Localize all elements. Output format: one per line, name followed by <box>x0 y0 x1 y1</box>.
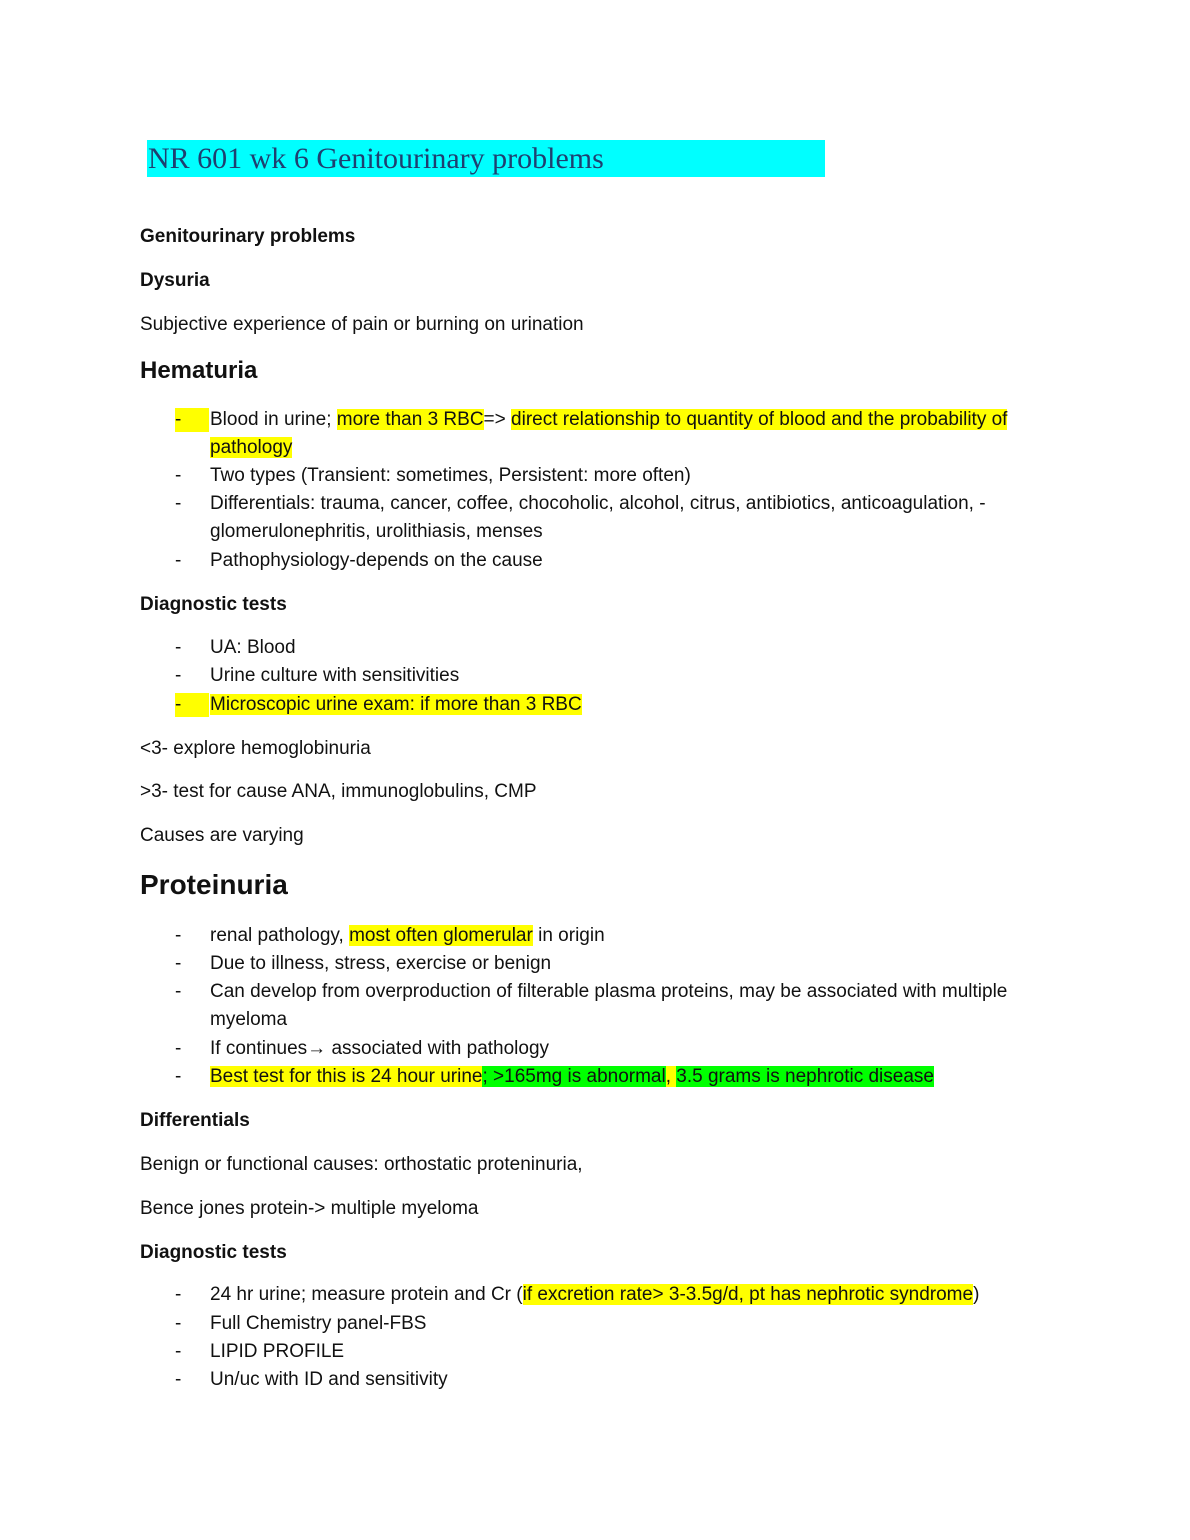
list-item <box>210 693 582 717</box>
highlighted-text: if excretion rate> 3-3.5g/d, pt has nephrotic syndrome <box>522 1284 974 1305</box>
list-bullet: - <box>175 465 182 486</box>
list-item <box>210 1283 979 1307</box>
genitourinary-heading: Genitourinary problems <box>140 226 356 247</box>
greater-than-3-text: >3- test for cause ANA, immunoglobulins, CMP <box>140 781 537 802</box>
list-item: Differentials: trauma, cancer, coffee, chocoholic, alcohol, citrus, antibiotics, anticoagulation, - <box>210 493 986 514</box>
list-bullet: - <box>175 408 209 432</box>
highlighted-text: , <box>665 1066 677 1087</box>
benign-text: Benign or functional causes: orthostatic proteninuria, <box>140 1154 583 1175</box>
less-than-3-text: <3- explore hemoglobinuria <box>140 738 371 759</box>
list-item-text: renal pathology, <box>210 925 350 946</box>
highlighted-text: Microscopic urine exam: if more than 3 RBC <box>210 694 582 715</box>
green-highlighted-text: ; >165mg is abnormal <box>482 1066 666 1087</box>
list-item: LIPID PROFILE <box>210 1341 345 1362</box>
list-item: Full Chemistry panel-FBS <box>210 1313 427 1334</box>
list-bullet: - <box>175 1038 182 1059</box>
list-bullet: - <box>175 550 182 571</box>
list-item-text: 24 hr urine; measure protein and Cr ( <box>210 1284 523 1305</box>
diagnostic-tests-heading: Diagnostic tests <box>140 594 287 615</box>
differentials-heading: Differentials <box>140 1110 250 1131</box>
highlighted-text: direct relationship to quantity of blood and the probability of <box>511 409 1008 430</box>
list-item-text: If continues <box>210 1038 308 1059</box>
list-item-text: => <box>483 409 512 430</box>
highlighted-text: more than 3 RBC <box>336 409 484 430</box>
list-bullet: - <box>175 1284 182 1305</box>
list-item: Can develop from overproduction of filterable plasma proteins, may be associated with multiple <box>210 981 1008 1002</box>
list-bullet: - <box>175 1066 182 1087</box>
list-item-text: ) <box>973 1284 980 1305</box>
highlighted-text: pathology <box>210 437 293 458</box>
list-item: Pathophysiology-depends on the cause <box>210 550 543 571</box>
list-item <box>210 924 605 948</box>
list-item: Un/uc with ID and sensitivity <box>210 1369 448 1390</box>
list-item-continuation: myeloma <box>210 1009 288 1030</box>
dysuria-text: Subjective experience of pain or burning on urination <box>140 314 584 335</box>
highlighted-text: most often glomerular <box>349 925 533 946</box>
list-bullet: - <box>175 981 182 1002</box>
hematuria-heading: Hematuria <box>140 357 258 384</box>
list-item-continuation: glomerulonephritis, urolithiasis, menses <box>210 521 543 542</box>
list-bullet: - <box>175 493 182 514</box>
bence-jones-text: Bence jones protein-> multiple myeloma <box>140 1198 479 1219</box>
list-item <box>210 1065 934 1089</box>
list-item <box>210 1037 549 1061</box>
list-bullet: - <box>175 1369 182 1390</box>
list-item: Due to illness, stress, exercise or benign <box>210 953 552 974</box>
causes-text: Causes are varying <box>140 825 304 846</box>
page-title: NR 601 wk 6 Genitourinary problems <box>148 142 604 175</box>
list-bullet: - <box>175 693 209 717</box>
list-item <box>210 408 1007 432</box>
list-bullet: - <box>175 925 182 946</box>
list-bullet: - <box>175 953 182 974</box>
list-item: UA: Blood <box>210 637 296 658</box>
diagnostic-tests-heading: Diagnostic tests <box>140 1242 287 1263</box>
proteinuria-heading: Proteinuria <box>140 869 288 900</box>
list-bullet: - <box>175 1341 182 1362</box>
list-item-text: associated with pathology <box>326 1038 550 1059</box>
highlighted-text: Best test for this is 24 hour urine <box>210 1066 483 1087</box>
list-item: Urine culture with sensitivities <box>210 665 460 686</box>
list-item-text: in origin <box>532 925 605 946</box>
list-item-text: Blood in urine; <box>210 409 337 430</box>
list-bullet: - <box>175 665 182 686</box>
dysuria-heading: Dysuria <box>140 270 210 291</box>
list-item: Two types (Transient: sometimes, Persistent: more often) <box>210 465 691 486</box>
list-item-continuation <box>210 436 292 460</box>
list-bullet: - <box>175 1313 182 1334</box>
right-arrow-icon: → <box>307 1038 327 1059</box>
green-highlighted-text: 3.5 grams is nephrotic disease <box>676 1066 934 1087</box>
list-bullet: - <box>175 637 182 658</box>
